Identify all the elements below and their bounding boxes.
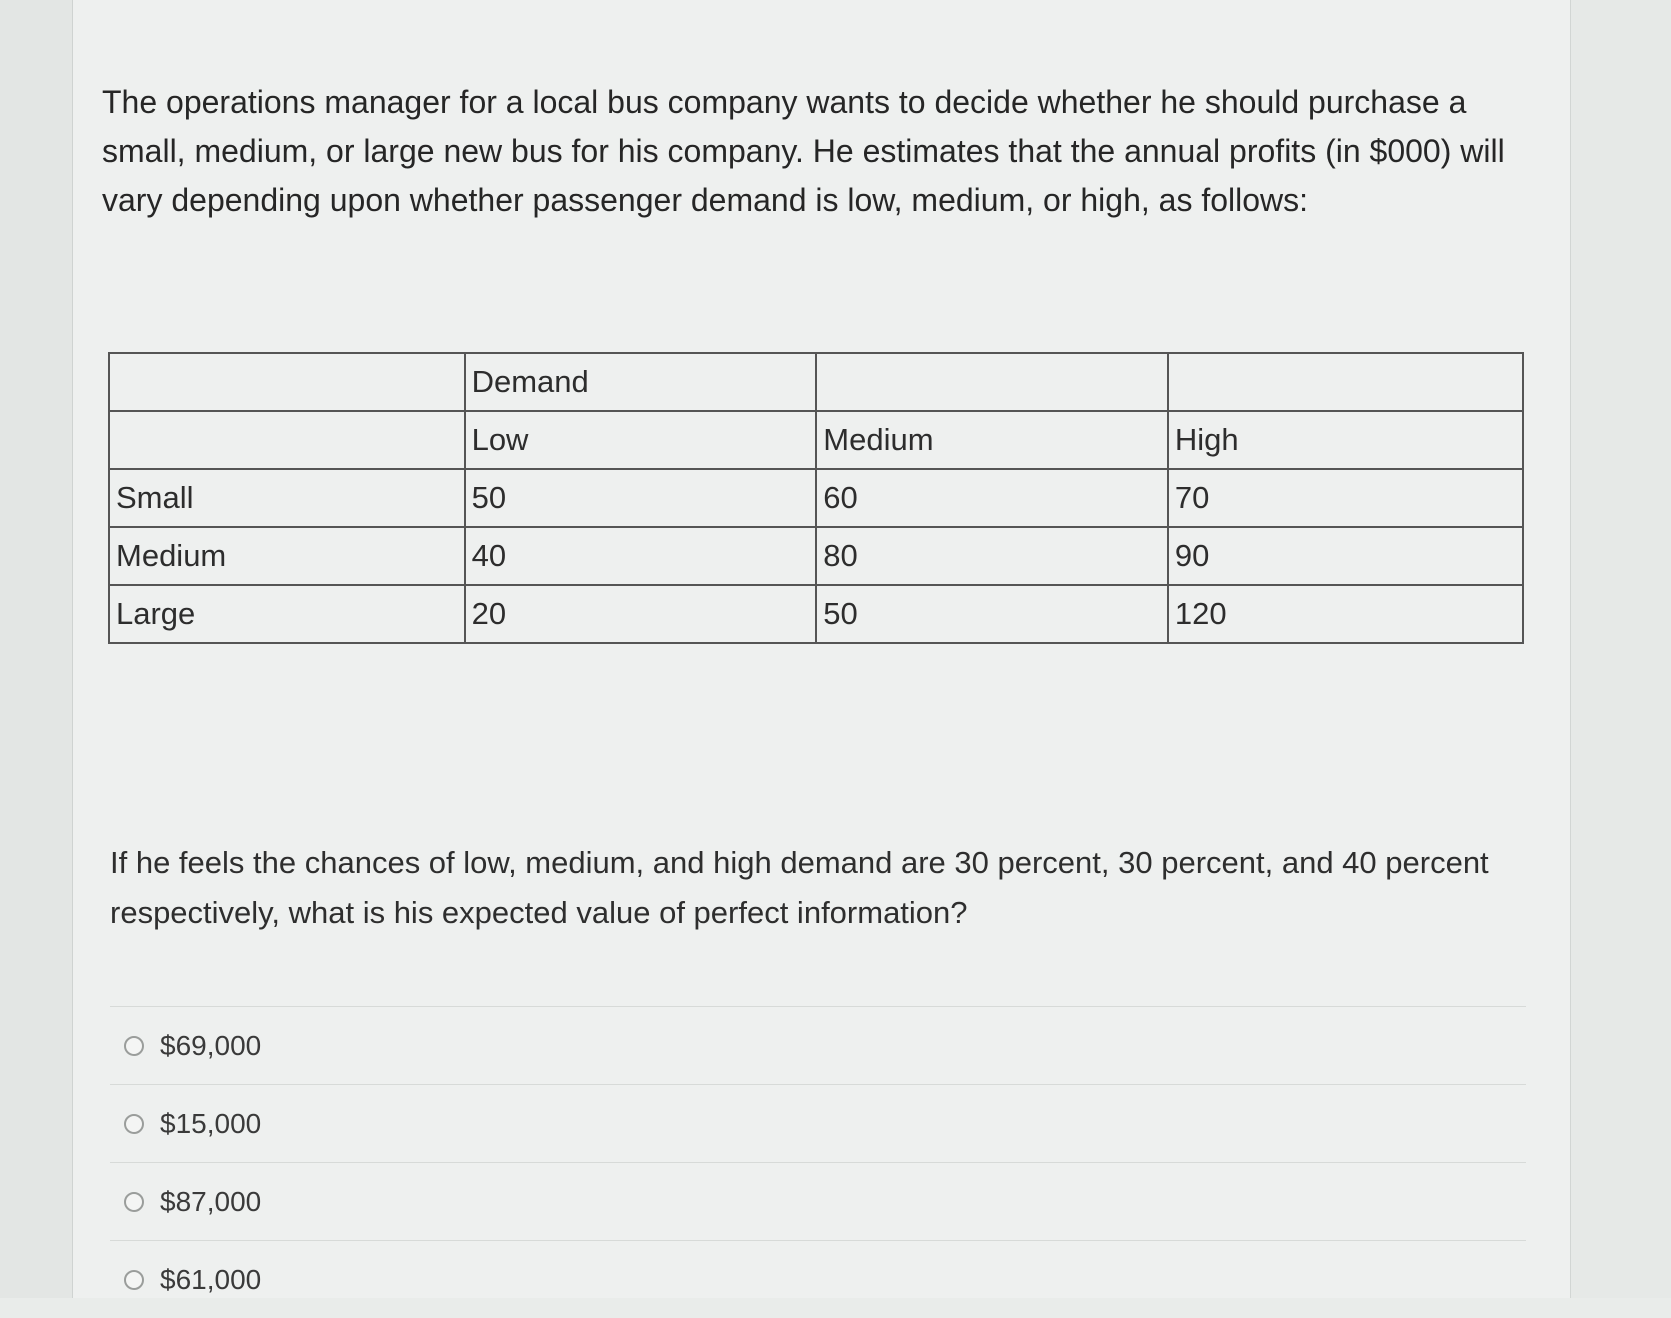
table-cell: [816, 353, 1168, 411]
table-cell: 60: [816, 469, 1168, 527]
table-cell: Medium: [816, 411, 1168, 469]
radio-button[interactable]: [124, 1036, 144, 1056]
table-cell: 20: [465, 585, 817, 643]
table-header-row: [109, 411, 1523, 469]
option-label: $87,000: [160, 1185, 262, 1217]
table-cell: 70: [1168, 469, 1523, 527]
option-label: $69,000: [160, 1029, 262, 1061]
table-cell: [109, 411, 465, 469]
radio-button[interactable]: [124, 1114, 144, 1134]
table-cell: Small: [109, 469, 465, 527]
table-cell: Low: [465, 411, 817, 469]
answer-option[interactable]: [110, 1006, 1526, 1084]
table-cell: 50: [816, 585, 1168, 643]
table-row: [109, 585, 1523, 643]
table-row: [109, 527, 1523, 585]
option-label: $15,000: [160, 1107, 262, 1139]
answer-option[interactable]: [110, 1240, 1526, 1318]
radio-button[interactable]: [124, 1270, 144, 1290]
table-cell: [1168, 353, 1523, 411]
question-text: The operations manager for a local bus company wants to decide whether he should purchase a small, medium, or large new bus for his company. He estimates that the annual profits (in $000) will vary depending upon whether passenger demand is low, medium, or high, as follows:: [102, 84, 1505, 218]
answer-option[interactable]: [110, 1084, 1526, 1162]
table-cell: 120: [1168, 585, 1523, 643]
right-margin: [1570, 0, 1671, 1298]
table-cell: 50: [465, 469, 817, 527]
followup-question: If he feels the chances of low, medium, and high demand are 30 percent, 30 percent, and 40 percent respectively, what is his expected value of perfect information?: [110, 845, 1489, 930]
radio-button[interactable]: [124, 1192, 144, 1212]
table-header-row: [109, 353, 1523, 411]
answer-option[interactable]: [110, 1162, 1526, 1240]
table-cell: [109, 353, 465, 411]
answer-options: [110, 1006, 1526, 1318]
table-cell: 80: [816, 527, 1168, 585]
profit-table: [108, 352, 1524, 644]
left-margin: [0, 0, 73, 1298]
table-cell: High: [1168, 411, 1523, 469]
table-cell: Demand: [465, 353, 817, 411]
table-cell: Medium: [109, 527, 465, 585]
table-row: [109, 469, 1523, 527]
option-label: $61,000: [160, 1263, 262, 1295]
table-cell: 90: [1168, 527, 1523, 585]
table-cell: Large: [109, 585, 465, 643]
table-cell: 40: [465, 527, 817, 585]
